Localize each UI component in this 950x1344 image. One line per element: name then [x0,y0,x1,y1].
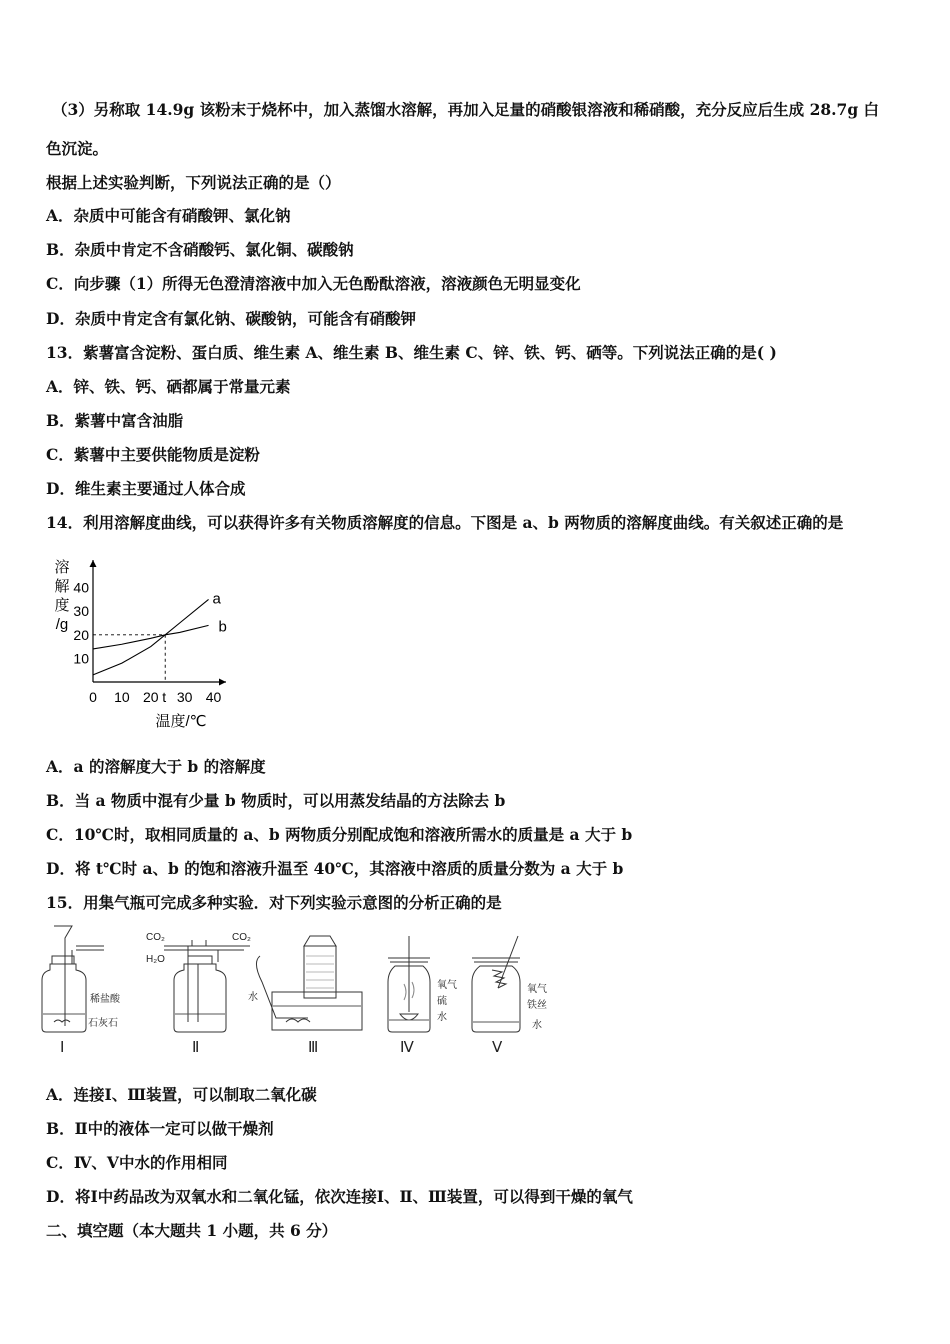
apparatus-iv [388,936,430,1032]
solubility-chart [44,552,254,737]
label-co2-in: CO₂ [146,932,165,943]
apparatus-diagram [40,922,560,1062]
q15-stem: 15．用集气瓶可完成多种实验．对下列实验示意图的分析正确的是 [46,893,502,912]
series-b-curve [93,625,209,649]
roman-ii: Ⅱ [192,1039,200,1056]
q14-option-a: A．a 的溶解度大于 b 的溶解度 [46,757,266,776]
y-tick-label: 10 [73,650,89,667]
roman-iii: Ⅲ [308,1039,319,1056]
q14-option-d: D．将 t℃时 a、b 的饱和溶液升温至 40℃，其溶液中溶质的质量分数为 a 大于 b [46,859,624,878]
roman-iv: Ⅳ [400,1039,414,1056]
series-b-label: b [218,618,227,636]
q13-option-d: D．维生素主要通过人体合成 [46,479,246,498]
y-tick-label: 20 [73,626,89,643]
series-a-curve [93,599,209,675]
series-a-label: a [212,590,221,608]
label-iron-wire: 铁丝 [527,1000,547,1011]
q14-option-c: C．10℃时，取相同质量的 a、b 两物质分别配成饱和溶液所需水的质量是 a 大于 b [46,825,633,844]
label-co2-out: CO₂ [232,932,251,943]
section-2-heading: 二、填空题（本大题共 1 小题，共 6 分） [46,1221,338,1240]
y-tick-label: 30 [73,603,89,620]
q13-option-a: A．锌、铁、钙、硒都属于常量元素 [46,377,291,396]
y-axis-label-char: 溶 [54,559,70,576]
apparatus-ii [164,940,250,1032]
x-tick-label: 40 [205,689,222,705]
x-tick-label: t [162,689,167,705]
roman-i: Ⅰ [60,1039,65,1056]
apparatus-v [472,936,520,1032]
label-water-iv: 水 [437,1012,447,1023]
label-h2o: H₂O [146,954,165,965]
x-tick-label: 10 [114,689,130,705]
label-water-v: 水 [532,1020,542,1031]
roman-v: Ⅴ [492,1039,503,1056]
q15-option-c: C．Ⅳ、Ⅴ中水的作用相同 [46,1153,228,1172]
q12-option-d: D．杂质中肯定含有氯化钠、碳酸钠，可能含有硝酸钾 [46,309,416,328]
q14-option-b: B．当 a 物质中混有少量 b 物质时，可以用蒸发结晶的方法除去 b [46,791,506,810]
label-oxygen-iv: 氧气 [437,980,457,991]
q12-option-c: C．向步骤（1）所得无色澄清溶液中加入无色酚酞溶液，溶液颜色无明显变化 [46,274,581,293]
q13-stem: 13．紫薯富含淀粉、蛋白质、维生素 A、维生素 B、维生素 C、锌、铁、钙、硒等。下列说法正确的是( ) [46,343,777,362]
q12-step3-line2: 色沉淀。 [46,139,109,158]
x-axis-label: 温度/℃ [155,713,207,730]
y-axis-label-char: 解 [54,578,70,595]
apparatus-iii [256,936,362,1030]
y-axis-label-char: /g [55,616,69,633]
label-oxygen-v: 氧气 [527,984,547,995]
q12-prompt: 根据上述实验判断，下列说法正确的是（） [46,173,341,192]
q13-option-c: C．紫薯中主要供能物质是淀粉 [46,445,260,464]
apparatus-i [42,926,104,1032]
label-water-iii: 水 [248,992,258,1003]
label-dilute-hcl: 稀盐酸 [90,994,120,1005]
q14-stem: 14．利用溶解度曲线，可以获得许多有关物质溶解度的信息。下图是 a、b 两物质的溶解度曲线。有关叙述正确的是 [46,513,844,532]
label-limestone: 石灰石 [88,1018,118,1029]
x-tick-label: 20 [142,689,159,705]
label-sulfur: 硫 [437,996,447,1007]
q12-option-a: A．杂质中可能含有硝酸钾、氯化钠 [46,206,291,225]
q12-step3-line1: （3）另称取 14.9g 该粉末于烧杯中，加入蒸馏水溶解，再加入足量的硝酸银溶液和稀硝酸，充分反应后生成 28.7g 白 [52,100,880,119]
x-tick-label: 30 [176,689,193,705]
q15-option-b: B．Ⅱ中的液体一定可以做干燥剂 [46,1119,274,1138]
q15-option-a: A．连接Ⅰ、Ⅲ装置，可以制取二氧化碳 [46,1085,317,1104]
q15-option-d: D．将Ⅰ中药品改为双氧水和二氧化锰，依次连接Ⅰ、Ⅱ、Ⅲ装置，可以得到干燥的氧气 [46,1187,633,1206]
q12-option-b: B．杂质中肯定不含硝酸钙、氯化铜、碳酸钠 [46,240,354,259]
y-axis-label-char: 度 [54,597,70,614]
x-tick-label: 0 [89,689,97,705]
q13-option-b: B．紫薯中富含油脂 [46,411,184,430]
y-tick-label: 40 [73,579,89,596]
